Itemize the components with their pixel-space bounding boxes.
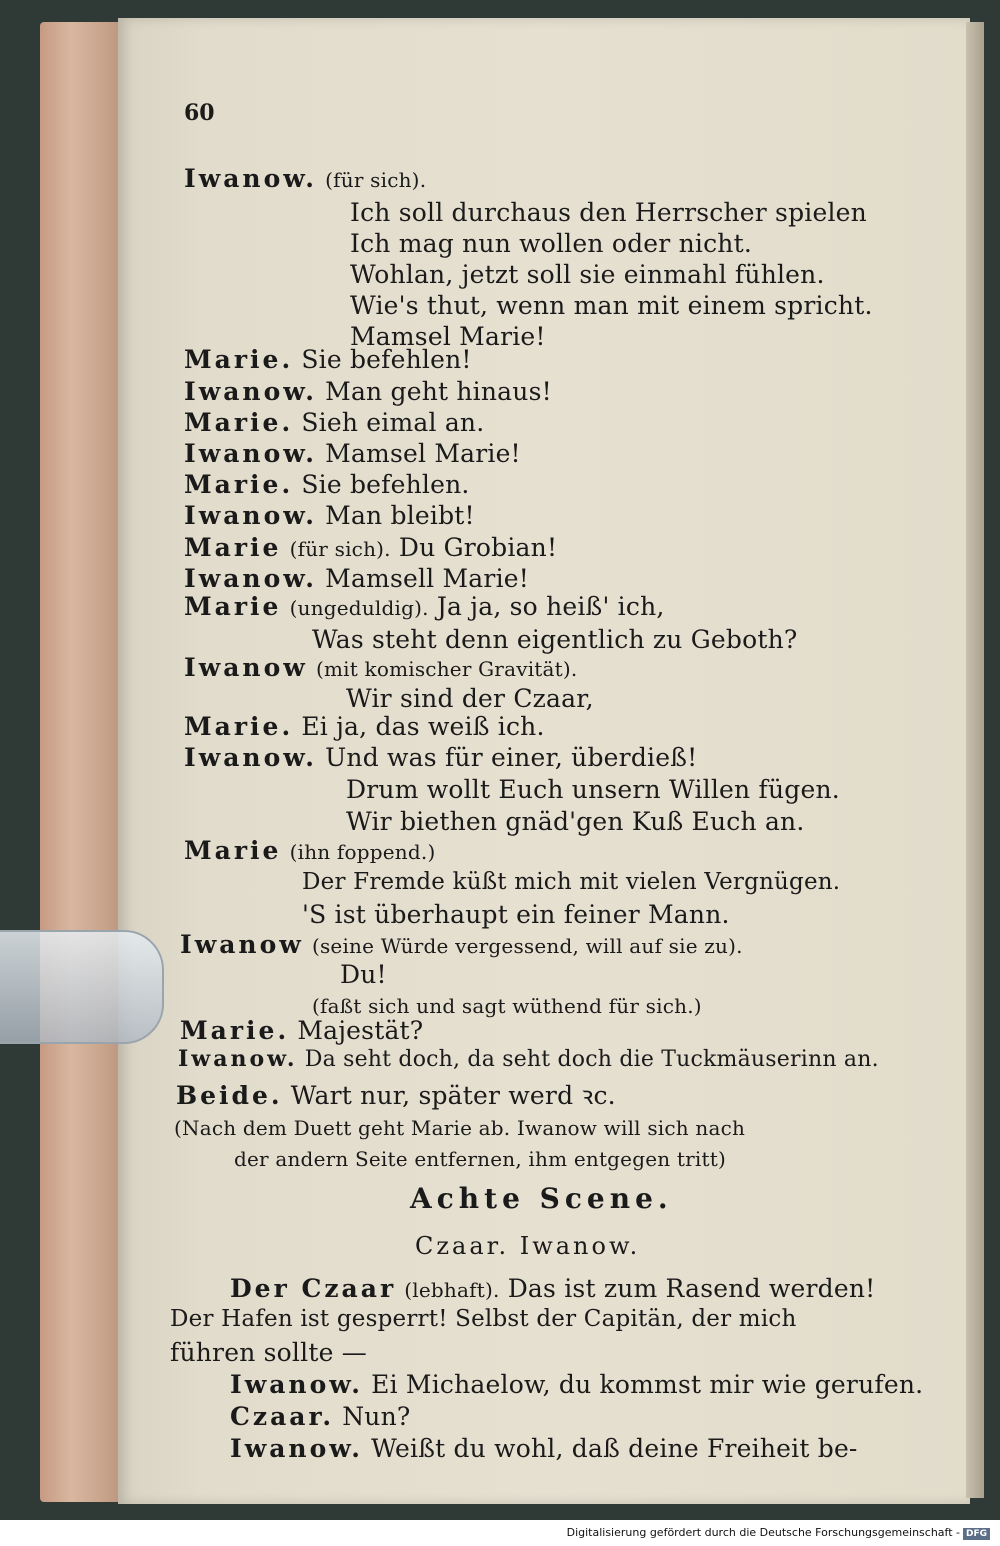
- speaker: Marie: [184, 592, 282, 621]
- dfg-logo: DFG: [963, 1528, 990, 1540]
- speaker: Iwanow.: [178, 1046, 298, 1072]
- stage-direction: (mit komischer Gravität).: [315, 657, 578, 681]
- stage-direction: (faßt sich und sagt wüthend für sich.): [312, 994, 702, 1018]
- stage-direction: (seine Würde vergessend, will auf sie zu).: [311, 934, 743, 958]
- dialogue: Man geht hinaus!: [325, 377, 552, 406]
- dialogue: Man bleibt!: [325, 501, 475, 530]
- speaker: Iwanow.: [230, 1434, 363, 1463]
- text-line: [184, 439, 521, 468]
- text-line: Wie's thut, wenn man mit einem spricht.: [350, 291, 873, 320]
- text-line: [184, 501, 475, 530]
- dialogue: Mamsell Marie!: [325, 564, 530, 593]
- text-line: [230, 1402, 411, 1431]
- scene-characters: Czaar. Iwanow.: [415, 1232, 641, 1260]
- stage-direction: der andern Seite entfernen, ihm entgegen tritt): [234, 1147, 726, 1171]
- text-line: Ich mag nun wollen oder nicht.: [350, 229, 752, 258]
- dialogue: Weißt du wohl, daß deine Freiheit be-: [371, 1434, 858, 1463]
- stage-direction: (für sich).: [325, 168, 427, 192]
- dialogue: Ei Michaelow, du kommst mir wie gerufen.: [371, 1370, 924, 1399]
- stage-direction: (ihn foppend.): [289, 840, 436, 864]
- dialogue: Nun?: [342, 1402, 411, 1431]
- dialogue: Sieh eimal an.: [301, 408, 485, 437]
- speaker: Marie.: [184, 470, 294, 499]
- speaker: Marie: [184, 533, 282, 562]
- text-line: [184, 408, 484, 437]
- text-line: [230, 1274, 875, 1303]
- text-line: [184, 164, 426, 193]
- scene-heading: Achte Scene.: [410, 1182, 673, 1215]
- dialogue: Wart nur, später werd ꝛc.: [290, 1081, 616, 1110]
- stage-direction: (ungeduldig).: [289, 596, 429, 620]
- speaker: Iwanow.: [184, 377, 317, 406]
- text-line: [184, 564, 529, 593]
- text-line: Was steht denn eigentlich zu Geboth?: [312, 625, 798, 654]
- text-line: [184, 592, 665, 621]
- dialogue: Ei ja, das weiß ich.: [301, 712, 545, 741]
- dialogue: Du Grobian!: [398, 533, 558, 562]
- text-line: Ich soll durchaus den Herrscher spielen: [350, 198, 867, 227]
- speaker: Marie.: [184, 345, 294, 374]
- text-line: [174, 1112, 745, 1141]
- dialogue: Mamsel Marie!: [325, 439, 521, 468]
- page-clip: [0, 930, 164, 1044]
- speaker: Iwanow.: [184, 439, 317, 468]
- text-line: Der Fremde küßt mich mit vielen Vergnügen.: [302, 869, 841, 895]
- text-line: Drum wollt Euch unsern Willen fügen.: [346, 775, 840, 804]
- speaker: Iwanow.: [184, 164, 317, 193]
- text-line: Der Hafen ist gesperrt! Selbst der Capitän, der mich: [170, 1306, 797, 1332]
- speaker: Iwanow: [180, 930, 304, 959]
- page-number: 60: [184, 100, 215, 126]
- speaker: Marie.: [184, 408, 294, 437]
- text-line: [176, 1078, 616, 1112]
- stage-direction: (Nach dem Duett geht Marie ab. Iwanow will sich nach: [174, 1116, 746, 1140]
- text-line: Wohlan, jetzt soll sie einmahl fühlen.: [350, 260, 825, 289]
- text-line: Wir biethen gnäd'gen Kuß Euch an.: [346, 807, 805, 836]
- text-line: [230, 1434, 858, 1463]
- speaker: Marie.: [184, 712, 294, 741]
- speaker: Beide.: [176, 1081, 283, 1110]
- text-line: [184, 653, 577, 682]
- stage-direction: (lebhaft).: [404, 1278, 500, 1302]
- dialogue: Und was für einer, überdieß!: [325, 743, 698, 772]
- text-line: führen sollte —: [170, 1338, 367, 1367]
- text-line: Mamsel Marie!: [350, 322, 546, 351]
- footer-credit: [567, 1526, 990, 1540]
- speaker: Iwanow.: [230, 1370, 363, 1399]
- text-line: [178, 1046, 879, 1072]
- text-line: [180, 1016, 423, 1045]
- text-line: [184, 470, 470, 499]
- speaker: Der Czaar: [230, 1274, 397, 1303]
- dialogue: Da seht doch, da seht doch die Tuckmäuserinn an.: [304, 1047, 879, 1072]
- speaker: Marie: [184, 836, 282, 865]
- dialogue: Das ist zum Rasend werden!: [507, 1274, 876, 1303]
- text-line: [184, 533, 557, 562]
- dialogue: Majestät?: [297, 1016, 424, 1045]
- text-line: Du!: [340, 960, 387, 989]
- stage-direction: (für sich).: [289, 537, 391, 561]
- text-line: [312, 990, 702, 1019]
- dialogue: Sie befehlen.: [301, 470, 470, 499]
- text-line: [184, 345, 472, 374]
- text-line: [234, 1143, 726, 1172]
- text-line: [184, 377, 552, 406]
- text-line: [184, 712, 545, 741]
- text-line: [230, 1370, 923, 1399]
- text-line: 'S ist überhaupt ein feiner Mann.: [302, 900, 730, 929]
- speaker: Iwanow.: [184, 743, 317, 772]
- speaker: Marie.: [180, 1016, 290, 1045]
- text-line: Wir sind der Czaar,: [346, 684, 594, 713]
- dialogue: Ja ja, so heiß' ich,: [436, 592, 665, 621]
- speaker: Iwanow: [184, 653, 308, 682]
- speaker: Czaar.: [230, 1402, 335, 1431]
- text-line: [180, 930, 743, 959]
- dialogue: Sie befehlen!: [301, 345, 472, 374]
- speaker: Iwanow.: [184, 564, 317, 593]
- footer-credit-text: Digitalisierung gefördert durch die Deutsche Forschungsgemeinschaft -: [566, 1526, 960, 1539]
- text-line: [184, 836, 435, 865]
- text-line: [184, 743, 697, 772]
- speaker: Iwanow.: [184, 501, 317, 530]
